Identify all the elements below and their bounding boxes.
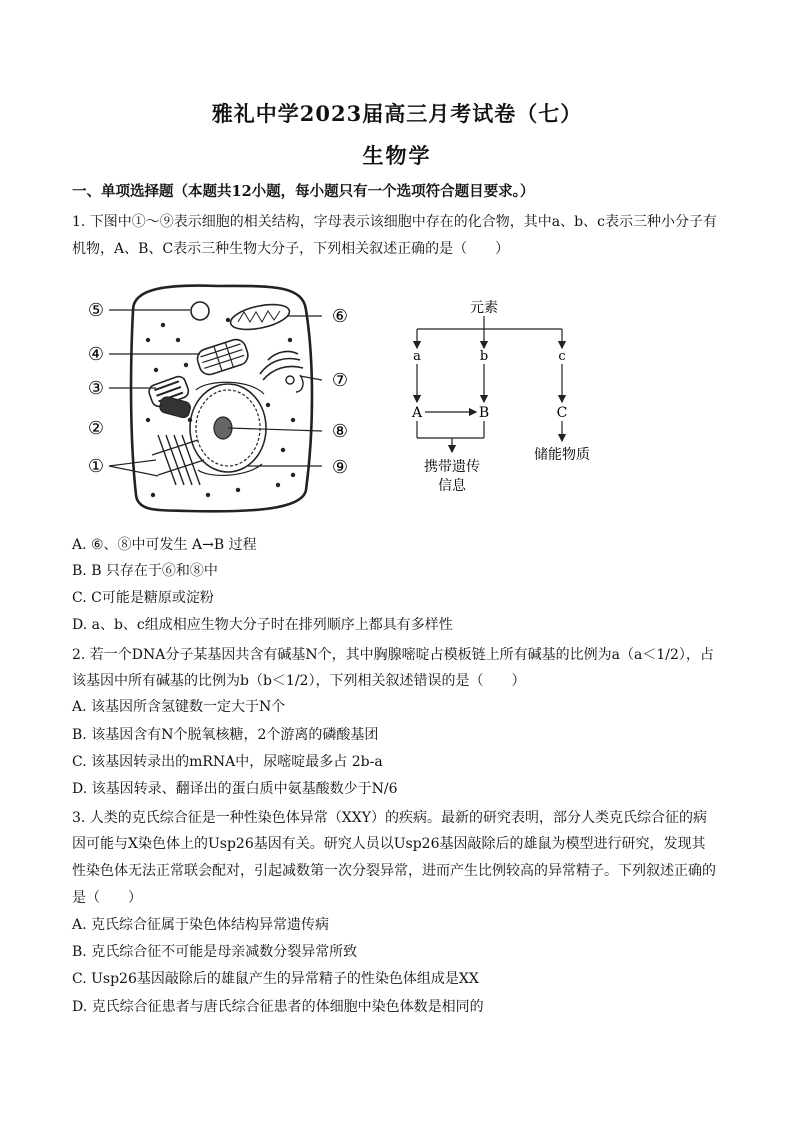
q2-stem-line2: 该基因中所有碱基的比例为b（b＜1/2），下列相关叙述错误的是（ ） [72,673,526,689]
exam-subject: 生物学 [362,143,432,168]
q1-stem-line2: 机物，A、B、C表示三种生物大分子，下列相关叙述正确的是（ ） [72,241,510,257]
label-7: ⑦ [331,370,349,391]
section-heading: 一、单项选择题（本题共12小题，每小题只有一个选项符合题目要求。） [72,183,535,200]
q1-stem-line1: 1. 下图中①～⑨表示细胞的相关结构，字母表示该细胞中存在的化合物，其中a、b、c表示三种小分子有 [72,214,717,230]
flow-A: A [411,405,423,421]
exam-title: 雅礼中学2023届高三月考试卷（七） [211,101,583,126]
q3-stem-line3: 性染色体无法正常联会配对，引起减数第一次分裂异常，进而产生比例较高的异常精子。下列叙述正确的 [72,863,716,879]
q2-option-d: D. 该基因转录、翻译出的蛋白质中氨基酸数少于N/6 [72,781,398,797]
q3-option-c: C. Usp26基因敲除后的雄鼠产生的异常精子的性染色体组成是XX [72,971,479,987]
q3-option-a: A. 克氏综合征属于染色体结构异常遗传病 [72,917,330,933]
q3-stem-line2: 因可能与X染色体上的Usp26基因有关。研究人员以Usp26基因敲除后的雄鼠为模型进行研究，发现其 [72,836,706,852]
flow-energy-storage: 储能物质 [534,447,590,463]
q1-option-c: C. C可能是糖原或淀粉 [72,590,214,606]
flow-B: B [478,405,490,421]
compound-flow-diagram [400,296,610,496]
cell-structure-figure [78,280,358,520]
label-9: ⑨ [331,457,349,478]
flow-elements: 元素 [470,300,498,316]
q3-stem-line1: 3. 人类的克氏综合征是一种性染色体异常（XXY）的疾病。最新的研究表明，部分人类克氏综合征的病 [72,810,707,826]
label-1: ① [87,456,105,477]
label-2: ② [87,418,105,439]
label-3: ③ [87,378,105,399]
q3-stem-line4: 是（ ） [72,890,142,906]
label-8: ⑧ [331,421,349,442]
q2-option-b: B. 该基因含有N个脱氧核糖，2个游离的磷酸基团 [72,727,379,743]
q1-option-b: B. B 只存在于⑥和⑧中 [72,563,218,579]
q3-option-d: D. 克氏综合征患者与唐氏综合征患者的体细胞中染色体数是相同的 [72,999,484,1015]
q2-option-c: C. 该基因转录出的mRNA中，尿嘧啶最多占 2b-a [72,754,383,770]
label-6: ⑥ [331,306,349,327]
flow-genetic-info-2: 信息 [438,478,466,494]
flow-b: b [479,349,489,364]
flow-genetic-info-1: 携带遗传 [424,459,480,475]
q1-option-d: D. a、b、c组成相应生物大分子时在排列顺序上都具有多样性 [72,617,453,633]
q1-option-a: A. ⑥、⑧中可发生 A→B 过程 [72,537,257,553]
flow-c: c [558,349,566,364]
q2-option-a: A. 该基因所含氢键数一定大于N个 [72,699,286,715]
q2-stem-line1: 2. 若一个DNA分子某基因共含有碱基N个，其中胸腺嘧啶占模板链上所有碱基的比例为a（a＜1/2），占 [72,647,714,663]
flow-a: a [413,349,421,364]
label-5: ⑤ [87,300,105,321]
label-4: ④ [87,344,105,365]
flow-C: C [556,405,568,421]
q3-option-b: B. 克氏综合征不可能是母亲减数分裂异常所致 [72,944,358,960]
